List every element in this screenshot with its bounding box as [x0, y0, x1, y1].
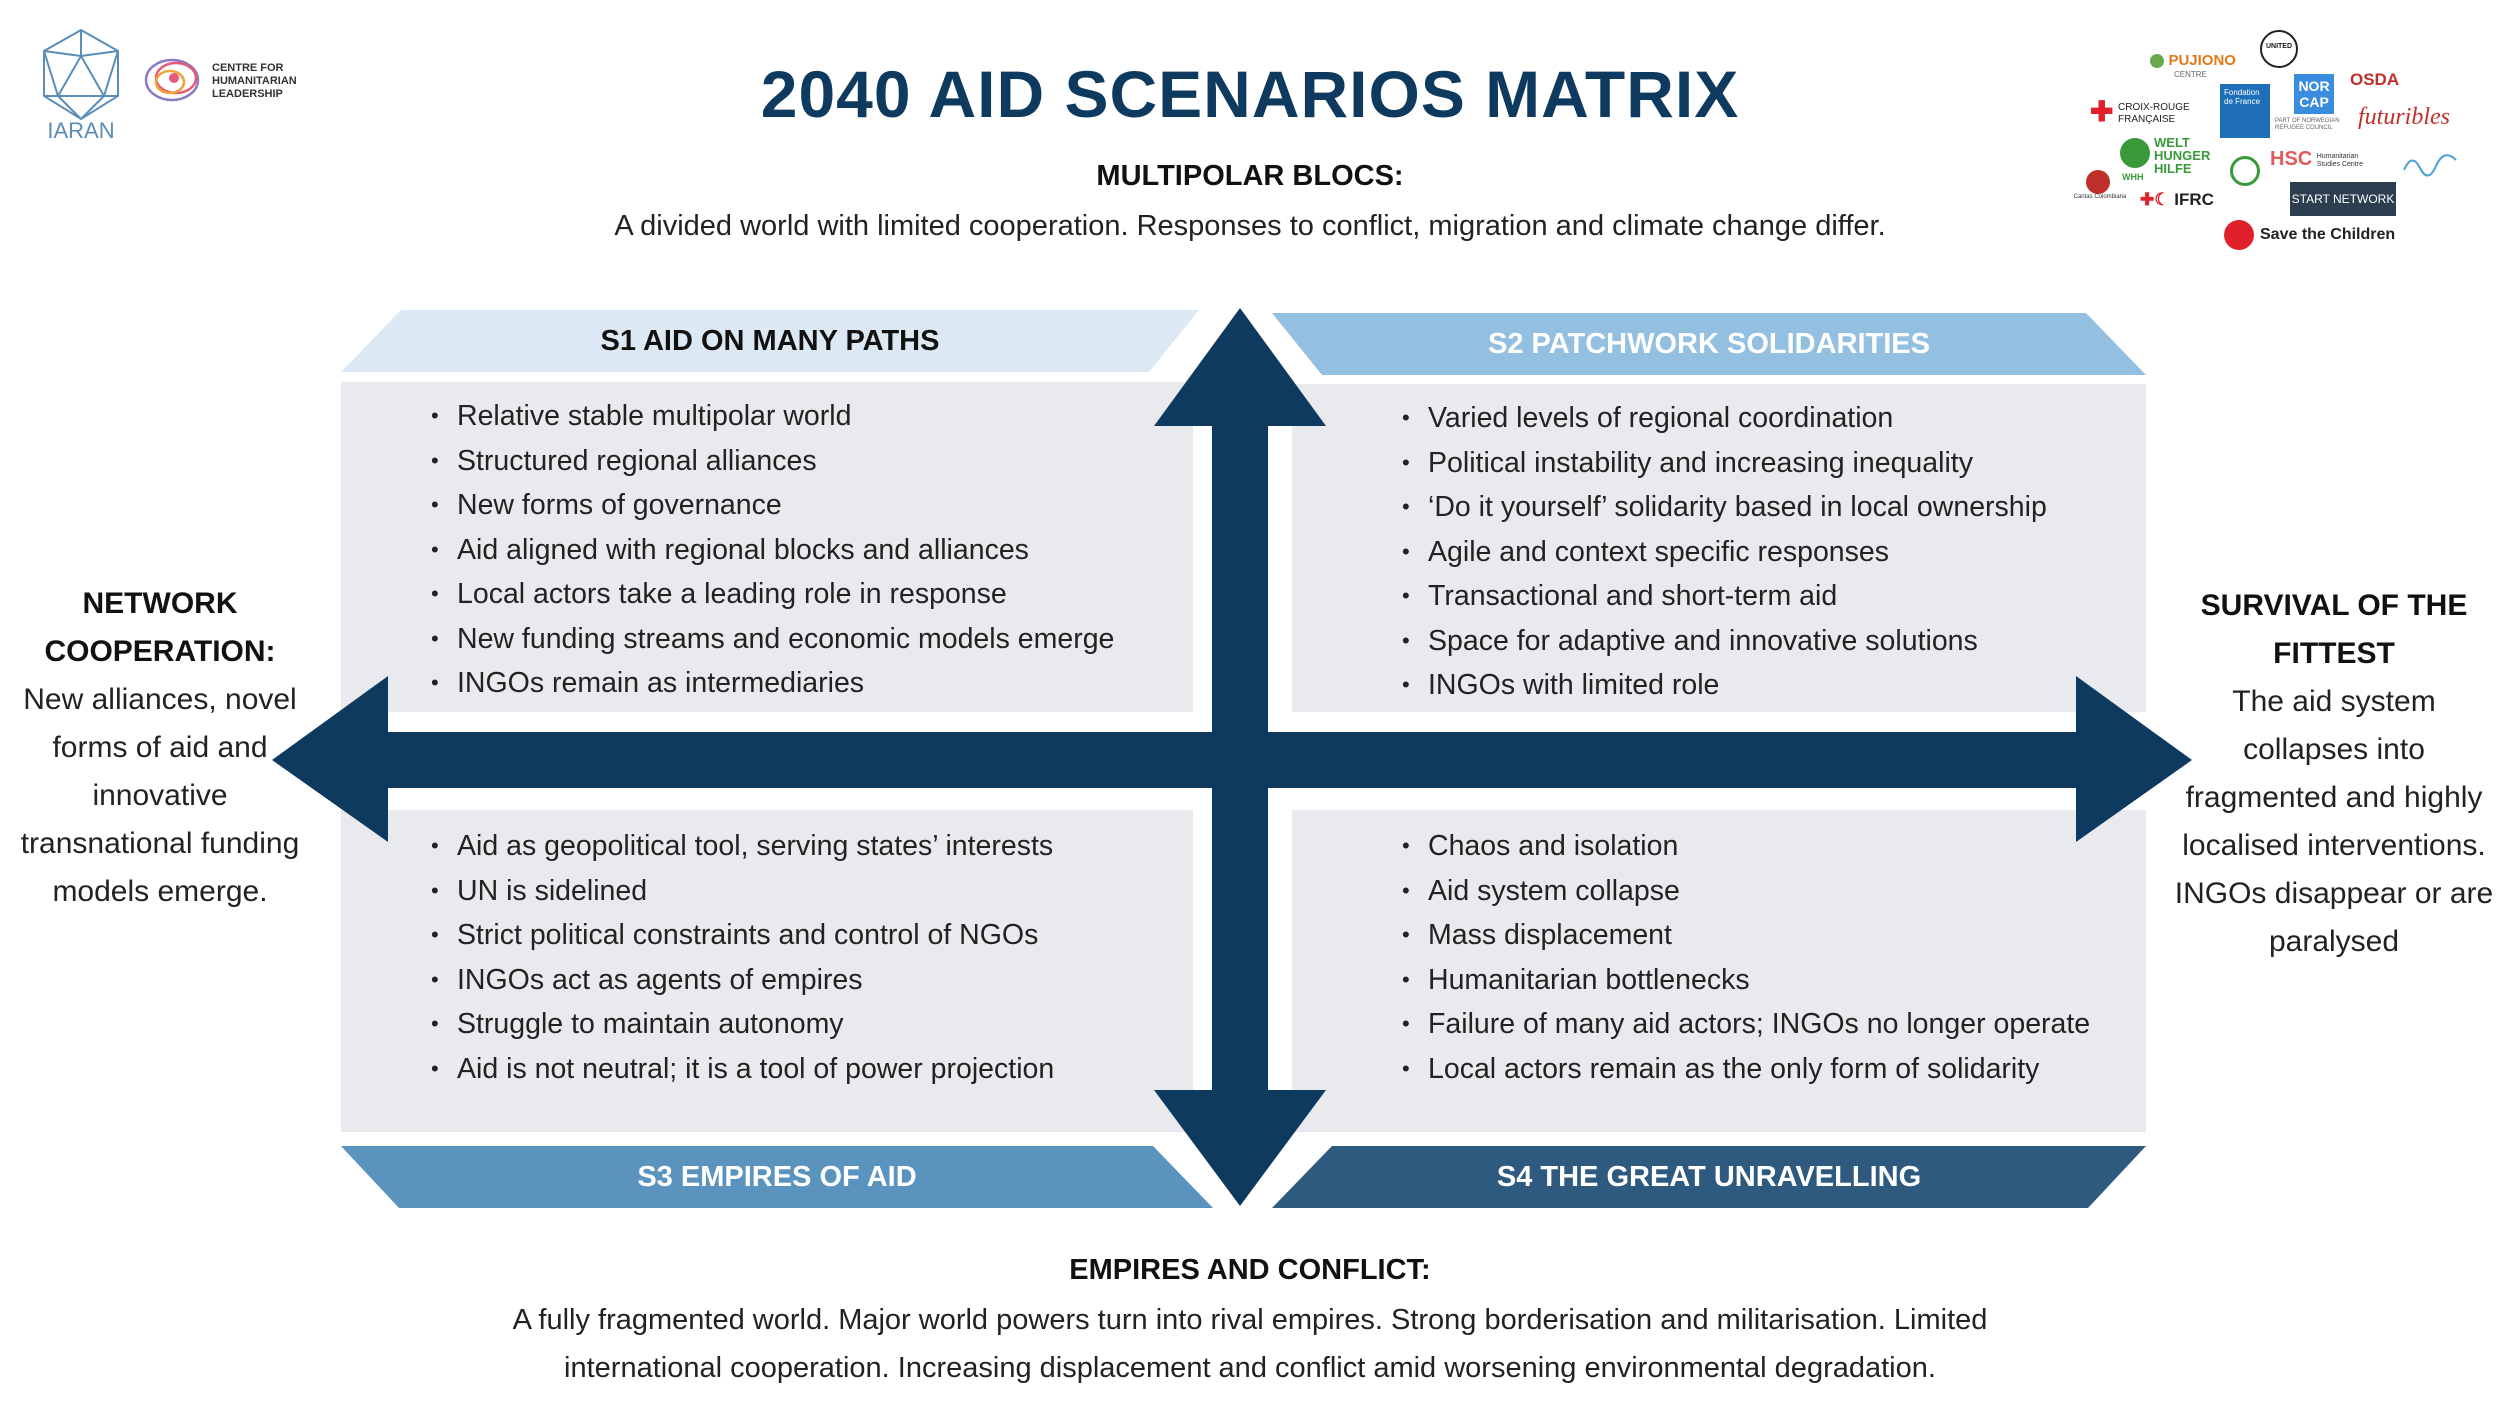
s2-list-item: • Space for adaptive and innovative solutions: [1402, 619, 2146, 664]
page-title: 2040 AID SCENARIOS MATRIX: [760, 57, 1740, 131]
s1-list-item: • Aid aligned with regional blocks and alliances: [431, 528, 1193, 573]
s1-list-item: • New funding streams and economic models emerge: [431, 617, 1193, 662]
s3-list-item: • INGOs act as agents of empires: [431, 958, 1193, 1003]
left-axis-line: New alliances, novel: [23, 683, 297, 716]
s1-title: S1 AID ON MANY PATHS: [600, 324, 940, 357]
s2-list-item: • Agile and context specific responses: [1402, 530, 2146, 575]
top-axis-text: A divided world with limited cooperation. Responses to conflict, migration and climate change differ.: [614, 210, 1886, 242]
left-axis-line: models emerge.: [52, 875, 268, 908]
s3-title: S3 EMPIRES OF AID: [637, 1160, 917, 1193]
s3-list-item: • Aid as geopolitical tool, serving states’ interests: [431, 824, 1193, 869]
right-axis-line: localised interventions.: [2182, 829, 2486, 862]
right-axis-line: paralysed: [2268, 925, 2400, 958]
right-axis-line: collapses into: [2243, 733, 2425, 766]
s2-list-item: • ‘Do it yourself’ solidarity based in local ownership: [1402, 485, 2146, 530]
right-axis-heading-2: FITTEST: [2273, 637, 2395, 670]
chl-label: CENTRE FOR HUMANITARIAN LEADERSHIP: [212, 62, 297, 100]
s3-list-item: • Strict political constraints and control of NGOs: [431, 913, 1193, 958]
s3-list-item: • UN is sidelined: [431, 869, 1193, 914]
norcap-logo: NOR CAP: [2294, 74, 2334, 114]
s2-list-item: • Political instability and increasing inequality: [1402, 441, 2146, 486]
s4-list-item: • Aid system collapse: [1402, 869, 2146, 914]
pujiono-logo: PUJIONO CENTRE: [2150, 52, 2260, 79]
futuribles-logo: futuribles: [2358, 104, 2451, 130]
right-axis-heading-1: SURVIVAL OF THE: [2200, 589, 2468, 622]
s4-list-item: • Chaos and isolation: [1402, 824, 2146, 869]
s1-list-item: • Local actors take a leading role in response: [431, 572, 1193, 617]
hsc-logo: HSC Humanitarian Studies Centre: [2270, 148, 2363, 170]
left-axis-heading-2: COOPERATION:: [44, 635, 276, 668]
iaran-label: IARAN: [47, 118, 115, 143]
s2-list-item: • Transactional and short-term aid: [1402, 574, 2146, 619]
bottom-axis-line-1: A fully fragmented world. Major world powers turn into rival empires. Strong borderisation and militarisation. Limited: [512, 1304, 1988, 1336]
left-axis-line: innovative: [92, 779, 228, 812]
s4-list-item: • Humanitarian bottlenecks: [1402, 958, 2146, 1003]
s3-list-item: • Struggle to maintain autonomy: [431, 1002, 1193, 1047]
bottom-axis-heading: EMPIRES AND CONFLICT:: [1069, 1254, 1431, 1286]
s4-list-item: • Local actors remain as the only form of solidarity: [1402, 1047, 2146, 1092]
start-network-logo: START NETWORK: [2290, 182, 2396, 216]
left-axis-text: [0, 580, 320, 916]
bottom-axis-line-2: international cooperation. Increasing displacement and conflict amid worsening environmental degradation.: [564, 1352, 1936, 1384]
united-logo: UNITED: [2260, 30, 2298, 68]
s1-list-item: • New forms of governance: [431, 483, 1193, 528]
left-axis-heading-1: NETWORK: [82, 587, 238, 620]
welthungerhilfe-logo: WELT HUNGER HILFE WHH: [2122, 135, 2211, 182]
ifrc-cross-icon: ✚☾: [2140, 190, 2170, 209]
caritas-logo: Caritas Colombiana: [2070, 170, 2130, 200]
ifrc-logo: ✚☾ IFRC: [2140, 190, 2214, 209]
top-axis-heading: MULTIPOLAR BLOCS:: [1096, 160, 1404, 192]
left-axis-line: transnational funding: [20, 827, 300, 860]
red-cross-icon: ✚: [2090, 96, 2114, 127]
s2-list-item: • INGOs with limited role: [1402, 663, 2146, 708]
s2-title: S2 PATCHWORK SOLIDARITIES: [1488, 327, 1930, 360]
right-axis-text: [2168, 582, 2500, 966]
s4-title: S4 THE GREAT UNRAVELLING: [1496, 1160, 1922, 1193]
right-axis-line: fragmented and highly: [2185, 781, 2483, 814]
croix-rouge-logo: ✚ CROIX-ROUGE FRANÇAISE: [2090, 96, 2190, 127]
s2-list-item: • Varied levels of regional coordination: [1402, 396, 2146, 441]
left-axis-line: forms of aid and: [52, 731, 268, 764]
right-axis-line: INGOs disappear or are: [2174, 877, 2494, 910]
s3-list-item: • Aid is not neutral; it is a tool of power projection: [431, 1047, 1193, 1092]
osda-logo: OSDA: [2350, 70, 2400, 89]
fondation-logo: Fondation de France: [2220, 84, 2270, 138]
s1-list-item: • INGOs remain as intermediaries: [431, 661, 1193, 706]
s4-list-item: • Mass displacement: [1402, 913, 2146, 958]
right-axis-line: The aid system: [2232, 685, 2436, 718]
norcap-subtitle: PART OF NORWEGIAN REFUGEE COUNCIL: [2275, 118, 2340, 131]
s1-list-item: • Structured regional alliances: [431, 439, 1193, 484]
s1-list-item: • Relative stable multipolar world: [431, 394, 1193, 439]
s4-list-item: • Failure of many aid actors; INGOs no longer operate: [1402, 1002, 2146, 1047]
save-the-children-logo: Save the Children: [2224, 220, 2424, 254]
